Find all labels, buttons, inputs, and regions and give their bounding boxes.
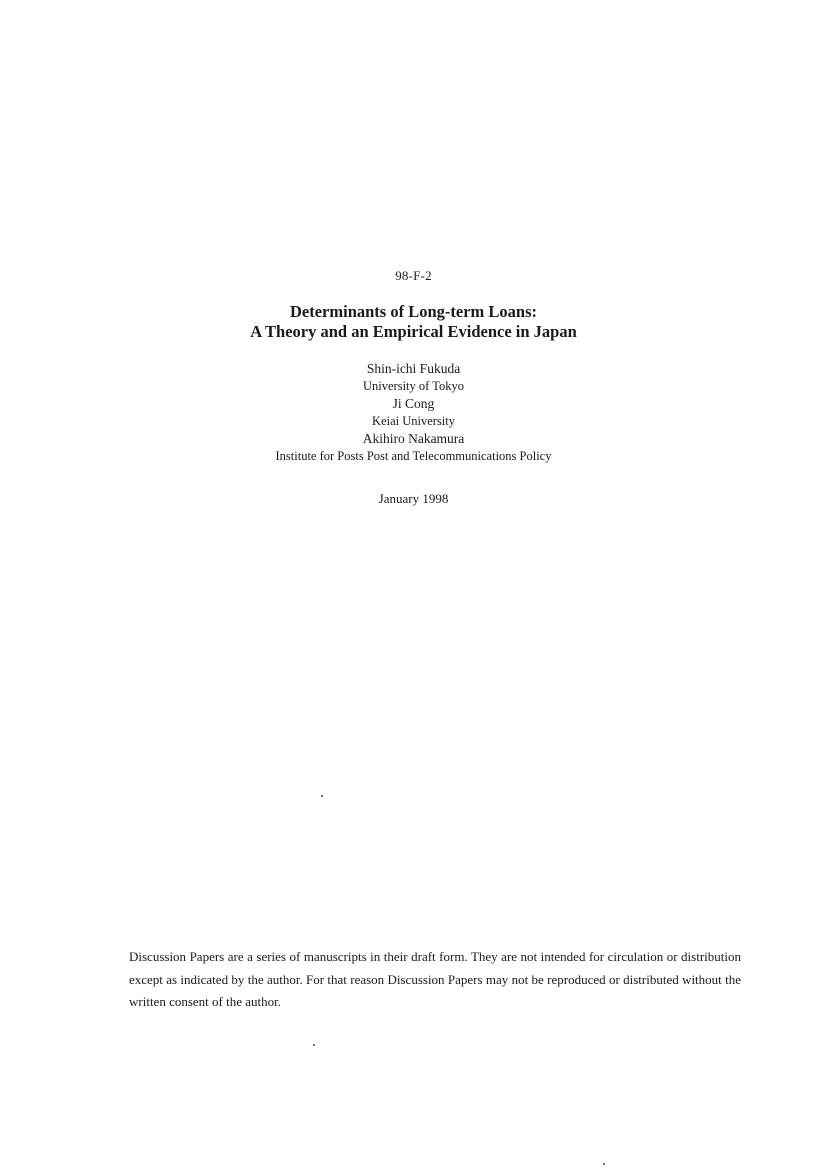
author-affiliation: University of Tokyo xyxy=(363,379,464,393)
publication-date: January 1998 xyxy=(378,491,449,506)
scan-speck xyxy=(603,1163,605,1165)
scan-speck xyxy=(313,1044,315,1046)
title-line-1: Determinants of Long-term Loans: xyxy=(289,302,537,321)
author-affiliation: Keiai University xyxy=(372,414,455,428)
author-affiliation: Institute for Posts Post and Telecommunications Policy xyxy=(275,449,552,463)
paper-number: 98-F-2 xyxy=(395,268,432,283)
author-name: Ji Cong xyxy=(392,396,435,411)
author-name: Akihiro Nakamura xyxy=(362,431,465,446)
disclaimer-notice: Discussion Papers are a series of manuscripts in their draft form. They are not intended for circulation or distribution except as indicated by the author. For that reason Discussion Papers may not be reproduced or distributed without the written consent of the author. xyxy=(129,949,741,1009)
paper-title xyxy=(0,302,827,342)
author-name: Shin-ichi Fukuda xyxy=(366,361,461,376)
author-list xyxy=(0,360,827,465)
scan-speck xyxy=(321,795,323,797)
title-line-2: A Theory and an Empirical Evidence in Japan xyxy=(250,322,577,341)
